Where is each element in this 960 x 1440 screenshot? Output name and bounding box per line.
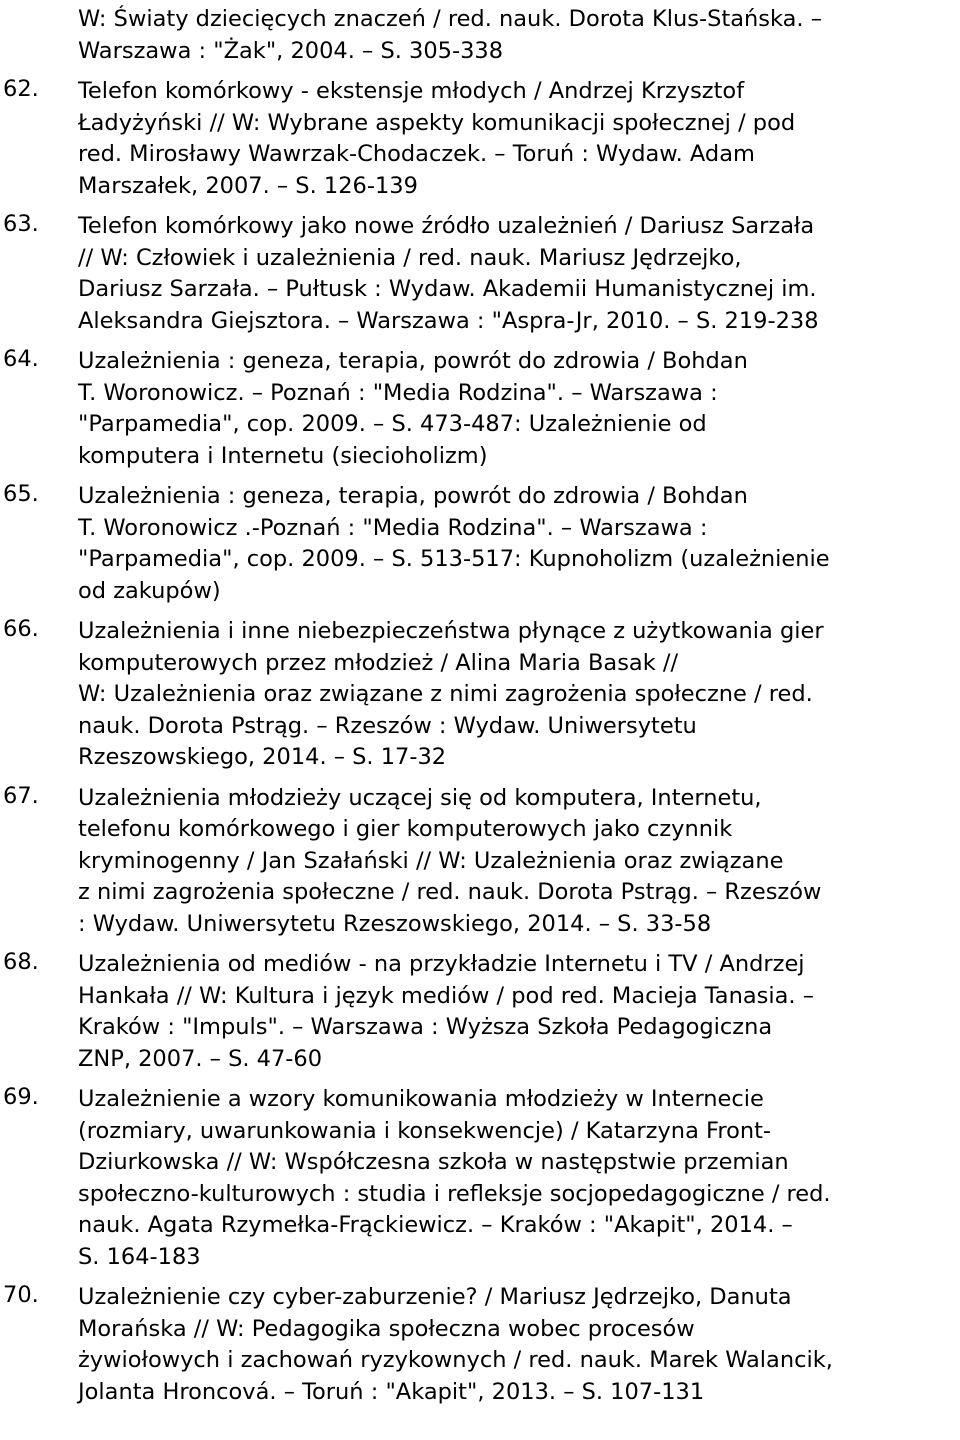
entry-text-line: Telefon komórkowy jako nowe źródło uzależnień / Dariusz Sarzała — [78, 213, 815, 239]
bibliography-entry — [0, 1084, 960, 1273]
entry-number: 66. — [3, 616, 39, 642]
bibliography-entry — [0, 949, 960, 1075]
entry-number: 63. — [3, 211, 39, 237]
entry-gap — [0, 774, 960, 783]
entry-text-line: Warszawa : "Żak", 2004. – S. 305-338 — [78, 37, 504, 64]
entry-text-line: S. 164-183 — [78, 1243, 201, 1270]
entry-number: 62. — [3, 76, 39, 102]
bibliography-entry — [0, 211, 960, 337]
entry-gap — [0, 472, 960, 481]
entry-text-line: Jolanta Hroncová. – Toruń : "Akapit", 2013. – S. 107-131 — [78, 1378, 705, 1405]
entry-text-line: Rzeszowskiego, 2014. – S. 17-32 — [78, 744, 447, 770]
entry-text-line: "Parpamedia", cop. 2009. – S. 513-517: Kupnoholizm (uzależnienie — [78, 546, 830, 572]
entry-text-line: Hankała // W: Kultura i język mediów / pod red. Macieja Tanasia. – — [78, 982, 814, 1009]
entry-text-line: z nimi zagrożenia społeczne / red. nauk. Dorota Pstrąg. – Rzeszów — [78, 879, 822, 905]
entry-text-line: T. Woronowicz .-Poznań : "Media Rodzina". – Warszawa : — [78, 514, 708, 541]
entry-gap — [0, 202, 960, 211]
entry-text-line: W: Światy dziecięcych znaczeń / red. nauk. Dorota Klus-Stańska. – — [78, 6, 822, 32]
entry-text-line: komputerowych przez młodzież / Alina Maria Basak // — [78, 649, 679, 676]
entry-number: 69. — [3, 1084, 39, 1110]
entry-number: 64. — [3, 346, 39, 372]
bibliography-entry — [0, 616, 960, 774]
entry-number: 68. — [3, 949, 39, 975]
bibliography-entry — [0, 481, 960, 607]
entry-text-line: Ładyżyński // W: Wybrane aspekty komunikacji społecznej / pod — [78, 109, 796, 136]
entry-text-line: nauk. Agata Rzymełka-Frąckiewicz. – Kraków : "Akapit", 2014. – — [78, 1212, 793, 1238]
entry-text-line: telefonu komórkowego i gier komputerowych jako czynnik — [78, 816, 733, 842]
entry-text-line: : Wydaw. Uniwersytetu Rzeszowskiego, 2014. – S. 33-58 — [78, 910, 712, 937]
entry-gap — [0, 1075, 960, 1084]
entry-text-line: Uzależnienia młodzieży uczącej się od komputera, Internetu, — [78, 784, 762, 811]
entry-number: 65. — [3, 481, 39, 507]
entry-text-line: Marszałek, 2007. – S. 126-139 — [78, 172, 418, 199]
entry-text-line: Dariusz Sarzała. – Pułtusk : Wydaw. Akademii Humanistycznej im. — [78, 276, 817, 302]
entry-text-line: Aleksandra Giejsztora. – Warszawa : "Aspra-Jr, 2010. – S. 219-238 — [78, 307, 819, 334]
entry-gap — [0, 1273, 960, 1282]
entry-text-line: Kraków : "Impuls". – Warszawa : Wyższa Szkoła Pedagogiczna — [78, 1014, 773, 1040]
entry-text-line: T. Woronowicz. – Poznań : "Media Rodzina". – Warszawa : — [78, 379, 718, 406]
entry-text-line: "Parpamedia", cop. 2009. – S. 473-487: Uzależnienie od — [78, 411, 707, 437]
entry-text-line: kryminogenny / Jan Szałański // W: Uzależnienia oraz związane — [78, 847, 784, 874]
entry-text-line: // W: Człowiek i uzależnienia / red. nauk. Mariusz Jędrzejko, — [78, 244, 742, 271]
entry-text-line: Telefon komórkowy - ekstensje młodych / Andrzej Krzysztof — [78, 78, 745, 104]
entry-text-line: Uzależnienia i inne niebezpieczeństwa płynące z użytkowania gier — [78, 618, 824, 644]
entry-text-line: od zakupów) — [78, 577, 221, 604]
entry-text-line: Uzależnienia od mediów - na przykładzie Internetu i TV / Andrzej — [78, 951, 805, 977]
entry-text-line: społeczno-kulturowych : studia i refleksje socjopedagogiczne / red. — [78, 1180, 831, 1207]
entry-gap — [0, 607, 960, 616]
entry-number: 70. — [3, 1282, 39, 1308]
entry-text-line: (rozmiary, uwarunkowania i konsekwencje) / Katarzyna Front- — [78, 1117, 772, 1144]
entry-text-line: Morańska // W: Pedagogika społeczna wobec procesów — [78, 1315, 695, 1342]
entry-gap — [0, 67, 960, 76]
bibliography-entry — [0, 1282, 960, 1408]
entry-text-line: red. Mirosławy Wawrzak-Chodaczek. – Toruń : Wydaw. Adam — [78, 141, 755, 167]
entry-gap — [0, 337, 960, 346]
entry-text-line: żywiołowych i zachowań ryzykownych / red. nauk. Marek Walancik, — [78, 1347, 833, 1373]
entry-text-line: komputera i Internetu (siecioholizm) — [78, 442, 488, 469]
bibliography-entry — [0, 4, 960, 67]
bibliography-list — [0, 4, 960, 1408]
bibliography-entry — [0, 783, 960, 941]
entry-text-line: Dziurkowska // W: Współczesna szkoła w następstwie przemian — [78, 1149, 789, 1175]
entry-text-line: ZNP, 2007. – S. 47-60 — [78, 1045, 323, 1072]
entry-gap — [0, 940, 960, 949]
entry-text-line: Uzależnienia : geneza, terapia, powrót do zdrowia / Bohdan — [78, 348, 748, 374]
entry-text-line: Uzależnienie czy cyber-zaburzenie? / Mariusz Jędrzejko, Danuta — [78, 1284, 792, 1310]
entry-text-line: Uzależnienia : geneza, terapia, powrót do zdrowia / Bohdan — [78, 483, 748, 509]
entry-text-line: nauk. Dorota Pstrąg. – Rzeszów : Wydaw. Uniwersytetu — [78, 712, 697, 739]
entry-number: 67. — [3, 782, 39, 809]
entry-text-line: Uzależnienie a wzory komunikowania młodzieży w Internecie — [78, 1086, 764, 1112]
entry-text-line: W: Uzależnienia oraz związane z nimi zagrożenia społeczne / red. — [78, 681, 813, 707]
bibliography-entry — [0, 346, 960, 472]
bibliography-entry — [0, 76, 960, 202]
